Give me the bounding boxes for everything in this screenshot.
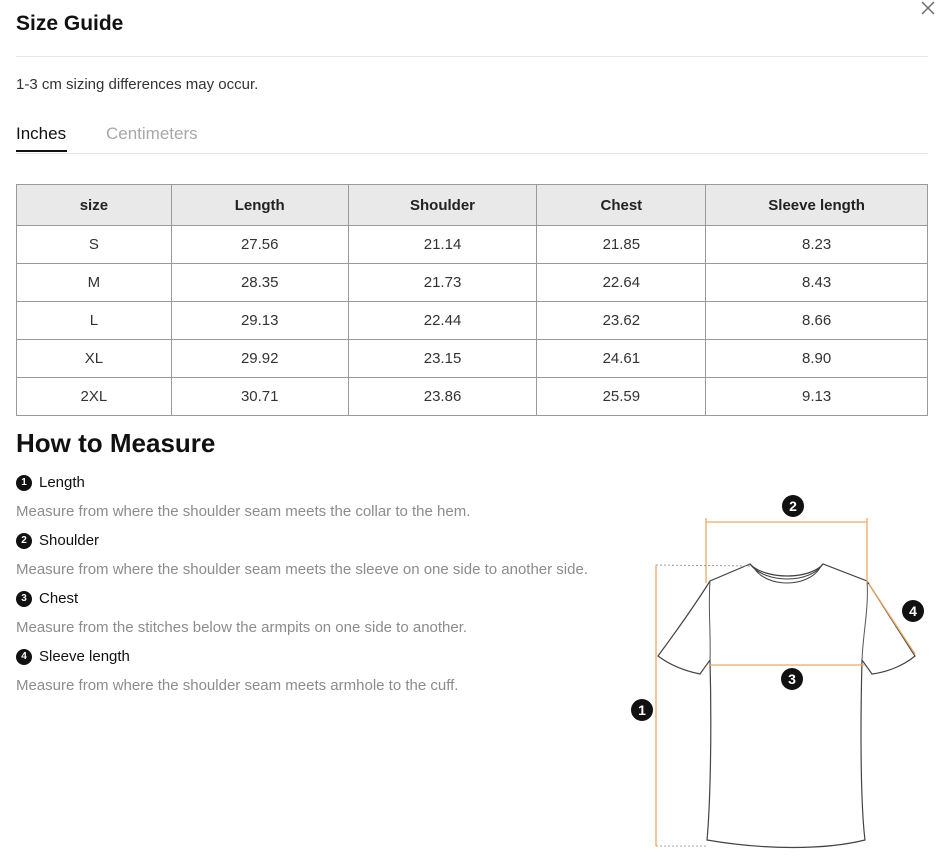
number-badge-icon: 1 <box>16 475 32 491</box>
tshirt-measurement-diagram <box>625 488 935 860</box>
measure-label: Shoulder <box>39 532 100 549</box>
table-row <box>17 378 928 416</box>
header-chest: Chest <box>537 185 706 226</box>
divider <box>16 56 928 57</box>
cell-size: 2XL <box>17 378 172 416</box>
svg-text:3: 3 <box>788 671 796 687</box>
list-item <box>16 588 606 646</box>
dialog-title: Size Guide <box>16 12 124 35</box>
cell-size: L <box>17 302 172 340</box>
cell-sleeve-length: 9.13 <box>706 378 928 416</box>
cell-shoulder: 23.15 <box>348 340 537 378</box>
cell-sleeve-length: 8.66 <box>706 302 928 340</box>
tshirt-outline <box>658 564 915 848</box>
cell-length: 29.92 <box>171 340 348 378</box>
tab-centimeters-label: Centimeters <box>106 123 198 143</box>
table-row <box>17 302 928 340</box>
cell-shoulder: 21.73 <box>348 264 537 302</box>
list-item <box>16 646 606 704</box>
measure-label: Sleeve length <box>39 648 130 665</box>
measure-description: Measure from where the shoulder seam meets the collar to the hem. <box>16 503 471 520</box>
cell-size: XL <box>17 340 172 378</box>
close-button[interactable] <box>918 0 938 20</box>
tab-inches-label: Inches <box>16 123 67 143</box>
header-sleeve-length: Sleeve length <box>706 185 928 226</box>
measure-description: Measure from where the shoulder seam meets the sleeve on one side to another side. <box>16 561 588 578</box>
how-to-measure-title: How to Measure <box>16 428 216 458</box>
header-shoulder: Shoulder <box>348 185 537 226</box>
cell-shoulder: 22.44 <box>348 302 537 340</box>
list-item <box>16 472 606 530</box>
number-badge-icon: 4 <box>16 649 32 665</box>
cell-size: S <box>17 226 172 264</box>
cell-shoulder: 23.86 <box>348 378 537 416</box>
cell-chest: 21.85 <box>537 226 706 264</box>
cell-shoulder: 21.14 <box>348 226 537 264</box>
active-tab-indicator <box>16 150 67 152</box>
tshirt-collar <box>750 564 823 583</box>
marker-1-icon <box>631 699 653 721</box>
cell-sleeve-length: 8.23 <box>706 226 928 264</box>
measure-label: Chest <box>39 590 79 607</box>
marker-2-icon <box>782 495 804 517</box>
cell-chest: 24.61 <box>537 340 706 378</box>
measure-description: Measure from the stitches below the armpits on one side to another. <box>16 619 468 636</box>
table-row <box>17 226 928 264</box>
cell-length: 30.71 <box>171 378 348 416</box>
marker-3-icon <box>781 668 803 690</box>
unit-tabs <box>16 115 928 154</box>
measure-instructions <box>16 472 606 704</box>
list-item <box>16 530 606 588</box>
cell-length: 27.56 <box>171 226 348 264</box>
cell-chest: 23.62 <box>537 302 706 340</box>
size-table <box>16 184 928 416</box>
table-header-row <box>17 185 928 226</box>
measure-description: Measure from where the shoulder seam meets armhole to the cuff. <box>16 677 459 694</box>
close-icon[interactable] <box>918 0 938 20</box>
tshirt-seams <box>709 581 867 660</box>
tab-inches[interactable] <box>16 115 66 152</box>
cell-chest: 25.59 <box>537 378 706 416</box>
tab-centimeters[interactable] <box>106 115 198 152</box>
marker-4-icon <box>902 600 924 622</box>
table-row <box>17 264 928 302</box>
header-size: size <box>17 185 172 226</box>
sizing-note: 1-3 cm sizing differences may occur. <box>16 76 259 93</box>
number-badge-icon: 2 <box>16 533 32 549</box>
svg-text:1: 1 <box>638 702 646 718</box>
cell-sleeve-length: 8.43 <box>706 264 928 302</box>
svg-text:4: 4 <box>909 603 917 619</box>
header-length: Length <box>171 185 348 226</box>
measure-label: Length <box>39 474 85 491</box>
table-row <box>17 340 928 378</box>
cell-length: 29.13 <box>171 302 348 340</box>
svg-text:2: 2 <box>789 498 797 514</box>
cell-sleeve-length: 8.90 <box>706 340 928 378</box>
number-badge-icon: 3 <box>16 591 32 607</box>
cell-size: M <box>17 264 172 302</box>
cell-chest: 22.64 <box>537 264 706 302</box>
cell-length: 28.35 <box>171 264 348 302</box>
